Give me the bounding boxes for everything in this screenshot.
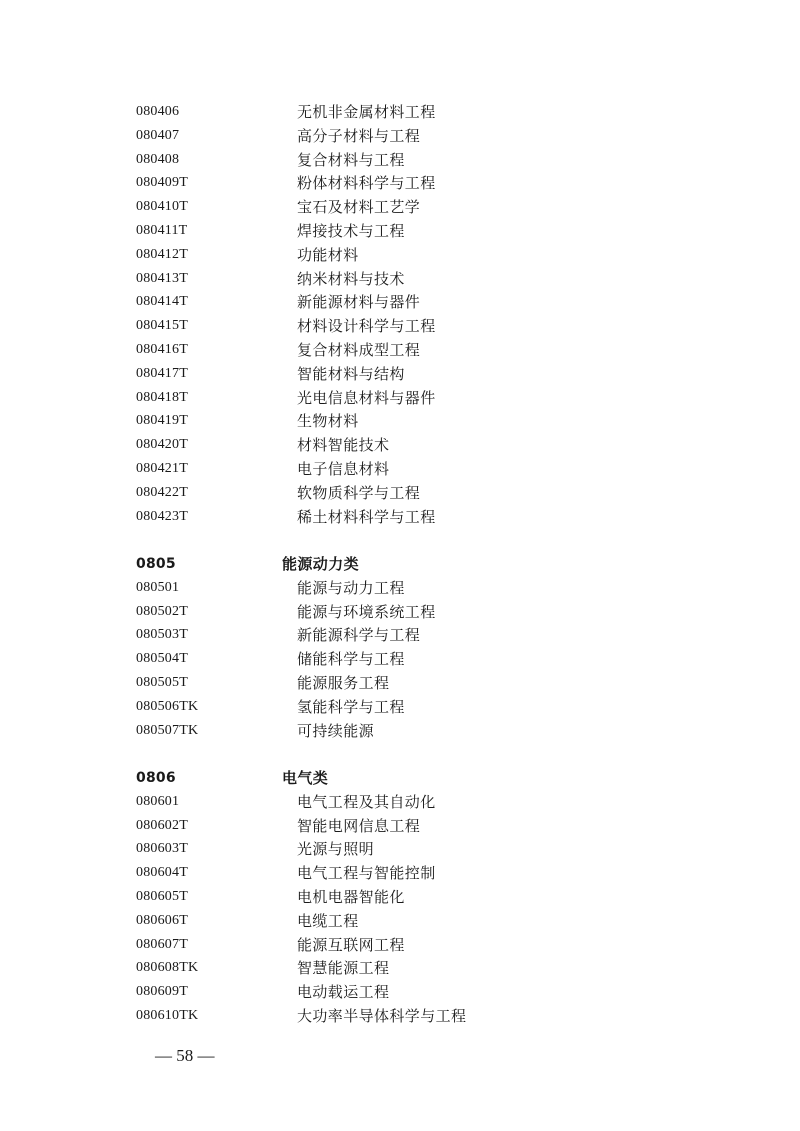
major-code: 080409T [136, 175, 188, 191]
major-row [0, 389, 800, 413]
major-code: 080602T [136, 817, 188, 833]
major-code: 080408 [136, 151, 180, 167]
major-row [0, 840, 800, 864]
major-code: 080504T [136, 651, 188, 667]
major-name: 氢能科学与工程 [297, 697, 405, 716]
major-row [0, 674, 800, 698]
major-code: 080606T [136, 912, 188, 928]
major-row [0, 484, 800, 508]
major-name: 智能材料与结构 [297, 364, 405, 383]
major-row [0, 151, 800, 175]
major-row [0, 983, 800, 1007]
major-row [0, 127, 800, 151]
major-row [0, 222, 800, 246]
major-name: 光电信息材料与器件 [297, 388, 436, 407]
major-row [0, 317, 800, 341]
major-name: 新能源材料与器件 [297, 293, 421, 312]
major-name: 电气工程及其自动化 [297, 792, 436, 811]
major-name: 复合材料与工程 [297, 150, 405, 169]
major-name: 智能电网信息工程 [297, 816, 421, 835]
major-name: 粉体材料科学与工程 [297, 174, 436, 193]
major-name: 电动载运工程 [297, 983, 390, 1002]
major-name: 稀土材料科学与工程 [297, 507, 436, 526]
major-code: 080607T [136, 936, 188, 952]
major-code: 080503T [136, 627, 188, 643]
major-code: 080411T [136, 223, 188, 238]
category-name: 能源动力类 [282, 555, 360, 573]
major-code: 080416T [136, 342, 188, 357]
major-name: 电气工程与智能控制 [297, 864, 436, 883]
major-code: 080501 [136, 579, 180, 595]
major-name: 高分子材料与工程 [297, 126, 421, 145]
major-row [0, 174, 800, 198]
major-name: 软物质科学与工程 [297, 483, 421, 502]
major-name: 纳米材料与技术 [297, 269, 405, 288]
major-name: 新能源科学与工程 [297, 626, 421, 645]
category-header [0, 555, 800, 579]
major-name: 材料设计科学与工程 [297, 317, 436, 336]
major-code: 080418T [136, 389, 188, 405]
major-code: 080406 [136, 104, 180, 119]
major-name: 能源与动力工程 [297, 578, 405, 597]
major-code: 080407 [136, 127, 180, 143]
major-code: 080422T [136, 484, 188, 500]
major-code: 080610TK [136, 1008, 199, 1023]
major-row [0, 341, 800, 365]
major-row [0, 1007, 800, 1031]
major-name: 功能材料 [297, 245, 359, 264]
major-name: 电机电器智能化 [297, 888, 405, 906]
major-row [0, 412, 800, 436]
major-code: 080608TK [136, 960, 199, 976]
major-code: 080412T [136, 246, 188, 262]
major-row [0, 817, 800, 841]
major-code: 080601 [136, 793, 180, 809]
major-row [0, 888, 800, 912]
major-row [0, 698, 800, 722]
major-code: 080507TK [136, 722, 199, 738]
major-name: 宝石及材料工艺学 [297, 198, 421, 217]
major-row [0, 626, 800, 650]
major-code: 080419T [136, 413, 188, 429]
category-header [0, 769, 800, 793]
major-name: 可持续能源 [297, 721, 375, 740]
major-name: 能源服务工程 [297, 674, 390, 692]
major-name: 电缆工程 [297, 911, 359, 930]
major-row [0, 936, 800, 960]
major-name: 能源与环境系统工程 [297, 602, 436, 621]
major-row [0, 103, 800, 127]
major-code: 080423T [136, 508, 188, 524]
major-row [0, 436, 800, 460]
major-row [0, 246, 800, 270]
major-name: 无机非金属材料工程 [297, 103, 436, 121]
major-code: 080415T [136, 318, 188, 334]
major-row [0, 508, 800, 532]
major-name: 焊接技术与工程 [297, 222, 405, 240]
category-code: 0805 [136, 556, 176, 572]
major-row [0, 270, 800, 294]
major-row [0, 722, 800, 746]
major-row [0, 579, 800, 603]
major-row [0, 959, 800, 983]
major-row [0, 864, 800, 888]
major-code: 080609T [136, 984, 188, 1000]
major-name: 材料智能技术 [297, 436, 390, 455]
major-code: 080410T [136, 199, 188, 215]
major-code: 080502T [136, 603, 188, 619]
major-name: 电子信息材料 [297, 460, 390, 478]
page-number: — 58 — [155, 1046, 215, 1065]
major-row [0, 460, 800, 484]
major-row [0, 912, 800, 936]
major-row [0, 603, 800, 627]
major-code: 080506TK [136, 698, 199, 714]
major-row [0, 650, 800, 674]
major-code: 080421T [136, 461, 188, 476]
major-name: 智慧能源工程 [297, 959, 390, 978]
major-name: 生物材料 [297, 412, 359, 431]
major-row [0, 198, 800, 222]
major-name: 能源互联网工程 [297, 935, 405, 954]
major-row [0, 365, 800, 389]
major-row [0, 793, 800, 817]
category-code: 0806 [136, 770, 176, 786]
category-name: 电气类 [282, 769, 329, 787]
major-code: 080604T [136, 865, 188, 881]
major-code: 080414T [136, 294, 188, 310]
major-code: 080417T [136, 365, 188, 381]
major-row [0, 293, 800, 317]
major-name: 大功率半导体科学与工程 [297, 1007, 467, 1025]
major-code: 080505T [136, 675, 188, 690]
major-code: 080413T [136, 270, 188, 286]
major-code: 080605T [136, 889, 188, 904]
major-name: 储能科学与工程 [297, 650, 405, 669]
major-code: 080420T [136, 437, 188, 453]
major-name: 光源与照明 [297, 840, 375, 859]
major-name: 复合材料成型工程 [297, 341, 421, 359]
major-code: 080603T [136, 841, 188, 857]
